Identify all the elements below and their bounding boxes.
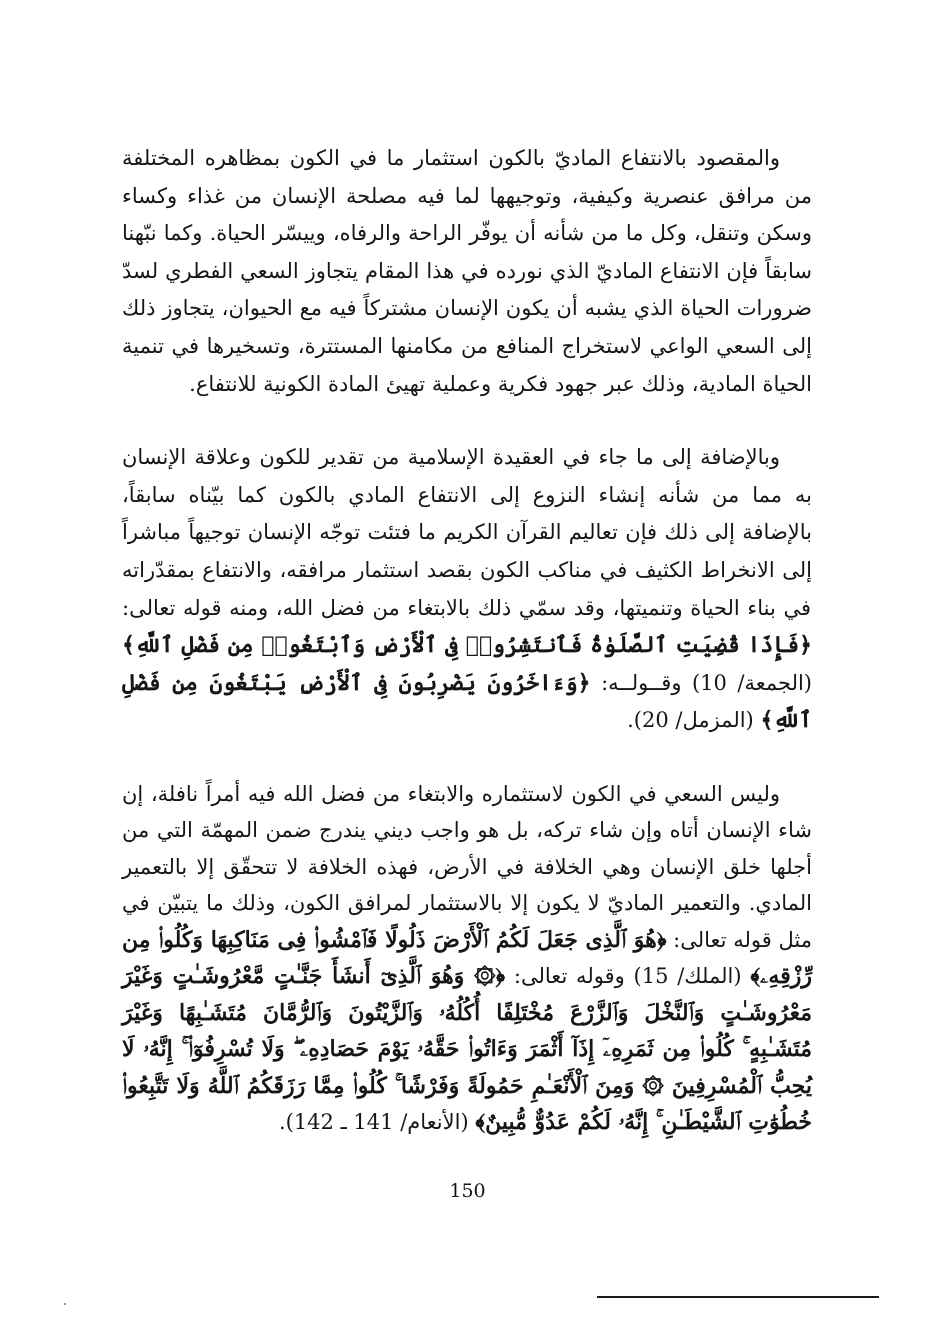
quran-verse-muzzammil: ﴿وَءَاخَرُونَ يَضْرِبُونَ فِى ٱلْأَرْضِ يَبْتَغُونَ مِن فَضْلِ ٱللَّهِ﴾ xyxy=(122,669,812,734)
verse-reference: (المزمل/ 20). xyxy=(627,708,754,733)
paragraph-material-benefit xyxy=(122,140,812,403)
paragraph-religious-duty xyxy=(122,776,812,1141)
quran-verse-mulk: ﴿هُوَ ٱلَّذِى جَعَلَ لَكُمُ ٱلْأَرْضَ ذَلُولًا فَٱمْشُوا۟ فِى مَنَاكِبِهَا وَكُلُوا۟ مِن رِّزْقِهِۦ﴾ xyxy=(122,926,812,990)
paragraph-text: وليس السعي في الكون لاستثماره والابتغاء من فضل الله فيه أمراً نافلة، إن شاء الإنسان أتاه وإن شاء تركه، بل هو واجب ديني يندرج ضمن المهمّة التي من أجلها خلق الإنسان وهي الخلافة في الأرض، فهذه الخلافة لا تتحقّق إلا بالتعمير المادي. والتعمير الماديّ لا يكون إلا بالاستثمار لمرافق الكون، وذلك ما يتبيّن في مثل قوله تعالى: xyxy=(122,781,812,952)
verse-reference: (الملك/ 15) وقوله تعالى: xyxy=(505,964,742,989)
verse-reference: (الجمعة/ 10) وقــولــه: xyxy=(590,670,813,695)
paragraph-text: وبالإضافة إلى ما جاء في العقيدة الإسلامية من تقدير للكون وعلاقة الإنسان به مما من شأنه إنشاء النزوع إلى الانتفاع المادي بالكون كما بيّناه سابقاً، بالإضافة إلى ذلك فإن تعاليم القرآن الكريم ما فتئت توجّه الإنسان توجيهاً مباشراً إلى الانخراط الكثيف في مناكب الكون بقصد استثمار مرافقه، والانتفاع بمقدّراته في بناء الحياة وتنميتها، وقد سمّي ذلك بالابتغاء من فضل الله، ومنه قوله تعالى: xyxy=(122,445,812,620)
verse-reference: (الأنعام/ 141 ـ 142). xyxy=(278,1110,469,1135)
quran-verse-jumuah: ﴿فَإِذَا قُضِيَتِ ٱلصَّلَوٰةُ فَٱنتَشِرُوا۟ فِى ٱلْأَرْضِ وَٱبْتَغُوا۟ مِن فَضْلِ ٱللَّهِ﴾ xyxy=(122,632,812,659)
footer-rule xyxy=(597,1296,879,1298)
body-text xyxy=(122,140,812,1141)
scan-speck xyxy=(64,1303,66,1305)
paragraph-quran-guidance xyxy=(122,439,812,740)
page-number: 150 xyxy=(449,1180,486,1202)
quran-verse-anam: ﴿۞ وَهُوَ ٱلَّذِىٓ أَنشَأَ جَنَّـٰتٍ مَّعْرُوشَـٰتٍ وَغَيْرَ مَعْرُوشَـٰتٍ وَٱلنَّخْلَ وَٱلزَّرْعَ مُخْتَلِفًا أُكُلُهُۥ وَٱلزَّيْتُونَ وَٱلرُّمَّانَ مُتَشَـٰبِهًا وَغَيْرَ مُتَشَـٰبِهٍ ۚ كُلُوا۟ مِن ثَمَرِهِۦٓ إِذَآ أَثْمَرَ وَءَاتُوا۟ حَقَّهُۥ يَوْمَ حَصَادِهِۦ ۖ وَلَا تُسْرِفُوٓا۟ ۚ إِنَّهُۥ لَا يُحِبُّ ٱلْمُسْرِفِينَ ۞ وَمِنَ ٱلْأَنْعَـٰمِ حَمُولَةً وَفَرْشًا ۚ كُلُوا۟ مِمَّا رَزَقَكُمُ ٱللَّهُ وَلَا تَتَّبِعُوا۟ خُطُوَٰتِ ٱلشَّيْطَـٰنِ ۚ إِنَّهُۥ لَكُمْ عَدُوٌّ مُّبِينٌ﴾ xyxy=(122,963,812,1136)
paragraph-text: والمقصود بالانتفاع الماديّ بالكون استثمار ما في الكون بمظاهره المختلفة من مرافق عنصرية وكيفية، وتوجيهها لما فيه مصلحة الإنسان من غذاء وكساء وسكن وتنقل، وكل ما من شأنه أن يوفّر الراحة والرفاه، وييسّر الحياة. وكما نبّهنا سابقاً فإن الانتفاع الماديّ الذي نورده في هذا المقام يتجاوز السعي الفطري لسدّ ضرورات الحياة الذي يشبه أن يكون الإنسان مشتركاً فيه مع الحيوان، يتجاوز ذلك إلى السعي الواعي لاستخراج المنافع من مكامنها المستترة، وتسخيرها في تنمية الحياة المادية، وذلك عبر جهود فكرية وعملية تهيئ المادة الكونية للانتفاع. xyxy=(122,146,812,396)
